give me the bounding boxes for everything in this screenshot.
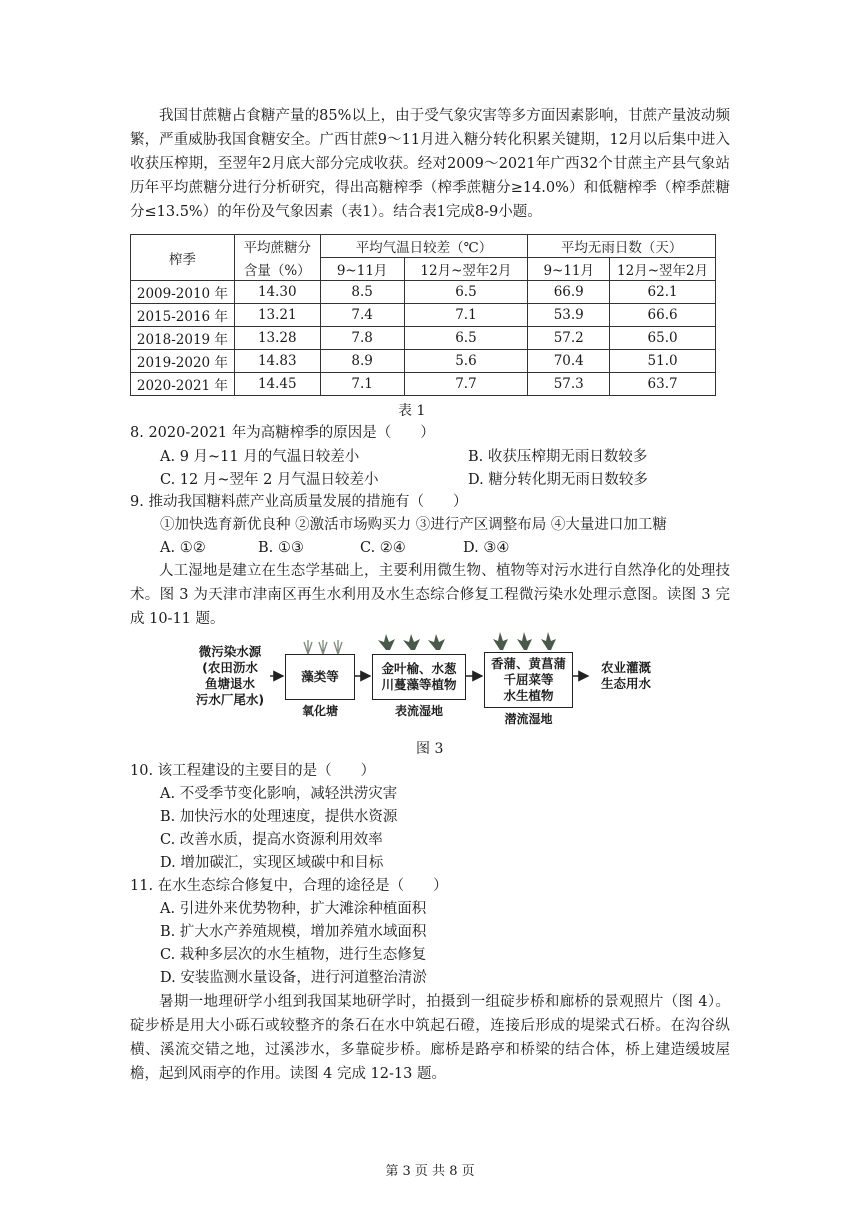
q11-option-b: B. 扩大水产养殖规模，增加养殖水域面积 bbox=[160, 924, 427, 940]
box-text: 水生植物 bbox=[503, 688, 554, 703]
source-label bbox=[190, 644, 270, 708]
intro-paragraph: 我国甘蔗糖占食糖产量的85%以上，由于受气象灾害等多方面因素影响，甘蔗产量波动频繁，严重威胁我国食糖安全。广西甘蔗9～11月进入糖分转化积累关键期，12月以后集中进入收获压榨期，至翌年2月底大部分完成收获。经对2009～2021年广西32个甘蔗主产县气象站历年平均蔗糖分进行分析研究，得出高糖榨季（榨季蔗糖分≥14.0%）和低糖榨季（榨季蔗糖分≤13.5%）的年份及气象因素（表1）。结合表1完成8-9小题。 bbox=[130, 108, 730, 220]
bridge-paragraph: 暑期一地理研学小组到我国某地研学时，拍摄到一组碇步桥和廊桥的景观照片（图 4）。碇步桥是用大小砾石或较整齐的条石在水中筑起石磴，连接后形成的堤梁式石桥。在沟谷纵横、溪流交错之地，过溪涉水，多靠碇步桥。廊桥是路亭和桥梁的结合体，桥上建造缓坡屋檐，起到风雨亭的作用。读图 4 完成 12-13 题。 bbox=[130, 994, 730, 1082]
table-caption: 表 1 bbox=[398, 403, 426, 419]
cell: 65.0 bbox=[610, 327, 716, 350]
q11-option-d: D. 安装监测水量设备，进行河道整治清淤 bbox=[160, 970, 427, 986]
table-row bbox=[131, 327, 716, 350]
table-row bbox=[131, 304, 716, 327]
subsurface-wetland-label: 潜流湿地 bbox=[504, 712, 553, 726]
surface-wetland-label: 表流湿地 bbox=[394, 704, 443, 718]
q11-option-a: A. 引进外来优势物种，扩大滩涂种植面积 bbox=[160, 901, 427, 917]
header-sub: 9~11月 bbox=[528, 258, 610, 281]
box-text: 金叶榆、水葱 bbox=[381, 661, 457, 676]
cell: 13.28 bbox=[234, 327, 320, 350]
output-label bbox=[590, 660, 662, 692]
q10-option-b: B. 加快污水的处理速度，提供水资源 bbox=[160, 809, 398, 825]
header-temp-range: 平均气温日较差（℃） bbox=[320, 235, 528, 258]
q8-option-a: A. 9 月~11 月的气温日较差小 bbox=[160, 449, 360, 465]
box-text: 川蔓藻等植物 bbox=[381, 677, 457, 692]
cell: 2015-2016 年 bbox=[131, 304, 235, 327]
output-line: 生态用水 bbox=[600, 676, 651, 691]
box-text: 藻类等 bbox=[301, 669, 339, 684]
q8-option-b: B. 收获压榨期无雨日数较多 bbox=[468, 449, 648, 465]
q9-option-d: D. ③④ bbox=[463, 540, 510, 556]
header-sub: 12月~翌年2月 bbox=[404, 258, 528, 281]
table-row bbox=[131, 373, 716, 396]
figure-3-caption: 图 3 bbox=[416, 741, 444, 757]
cell: 6.5 bbox=[404, 327, 528, 350]
q9-option-b: B. ①③ bbox=[258, 540, 304, 556]
figure-3-diagram bbox=[190, 632, 662, 732]
cell: 63.7 bbox=[610, 373, 716, 396]
header-season: 榨季 bbox=[131, 235, 235, 281]
source-line: 微污染水源 bbox=[198, 644, 262, 659]
table-row bbox=[131, 350, 716, 373]
cell: 8.9 bbox=[320, 350, 404, 373]
source-line: 鱼塘退水 bbox=[204, 676, 255, 691]
cell: 13.21 bbox=[234, 304, 320, 327]
header-sub: 9~11月 bbox=[320, 258, 404, 281]
oxidation-pond-box bbox=[285, 654, 355, 700]
question-10-stem: 10. 该工程建设的主要目的是（ ） bbox=[130, 763, 376, 779]
cell: 2019-2020 年 bbox=[131, 350, 235, 373]
q10-option-a: A. 不受季节变化影响，减轻洪涝灾害 bbox=[160, 786, 398, 802]
source-line: (农田沥水 bbox=[202, 660, 258, 675]
cell: 14.83 bbox=[234, 350, 320, 373]
cell: 2020-2021 年 bbox=[131, 373, 235, 396]
cell: 53.9 bbox=[528, 304, 610, 327]
q11-option-c: C. 栽种多层次的水生植物，进行生态修复 bbox=[160, 947, 427, 963]
header-sugar-2: 含量（%） bbox=[234, 258, 320, 281]
cell: 66.6 bbox=[610, 304, 716, 327]
wetland-paragraph: 人工湿地是建立在生态学基础上，主要利用微生物、植物等对污水进行自然净化的处理技术。图 3 为天津市津南区再生水利用及水生态综合修复工程微污染水处理示意图。读图 3 完成 10-11 题。 bbox=[130, 563, 730, 627]
box-text: 千屈菜等 bbox=[503, 672, 554, 687]
cell: 5.6 bbox=[404, 350, 528, 373]
subsurface-wetland-box bbox=[484, 652, 573, 708]
header-no-rain: 平均无雨日数（天） bbox=[528, 235, 716, 258]
cell: 66.9 bbox=[528, 281, 610, 304]
box-text: 香蒲、黄菖蒲 bbox=[490, 656, 566, 671]
q8-option-d: D. 糖分转化期无雨日数较多 bbox=[468, 472, 648, 488]
question-8-stem: 8. 2020-2021 年为高糖榨季的原因是（ ） bbox=[130, 425, 435, 441]
header-sub: 12月~翌年2月 bbox=[610, 258, 716, 281]
cell: 6.5 bbox=[404, 281, 528, 304]
output-line: 农业灌溉 bbox=[600, 660, 651, 675]
cell: 14.45 bbox=[234, 373, 320, 396]
cell: 7.1 bbox=[404, 304, 528, 327]
cell: 62.1 bbox=[610, 281, 716, 304]
table-row bbox=[131, 281, 716, 304]
q10-option-c: C. 改善水质，提高水资源利用效率 bbox=[160, 832, 383, 848]
q9-items: ①加快选育新优良种 ②激活市场购买力 ③进行产区调整布局 ④大量进口加工糖 bbox=[160, 517, 667, 533]
cell: 7.1 bbox=[320, 373, 404, 396]
cell: 7.7 bbox=[404, 373, 528, 396]
table-1 bbox=[130, 234, 716, 396]
q8-option-c: C. 12 月~翌年 2 月气温日较差小 bbox=[160, 472, 379, 488]
page-footer: 第 3 页 共 8 页 bbox=[385, 1164, 475, 1179]
cell: 8.5 bbox=[320, 281, 404, 304]
source-line: 污水厂尾水) bbox=[195, 692, 265, 707]
cell: 7.8 bbox=[320, 327, 404, 350]
surface-wetland-box bbox=[372, 654, 466, 700]
cell: 51.0 bbox=[610, 350, 716, 373]
cell: 57.2 bbox=[528, 327, 610, 350]
cell: 2009-2010 年 bbox=[131, 281, 235, 304]
cell: 2018-2019 年 bbox=[131, 327, 235, 350]
cell: 14.30 bbox=[234, 281, 320, 304]
question-9-stem: 9. 推动我国糖料蔗产业高质量发展的措施有（ ） bbox=[130, 494, 468, 510]
header-sugar-1: 平均蔗糖分 bbox=[234, 235, 320, 258]
q9-option-c: C. ②④ bbox=[360, 540, 406, 556]
q9-option-a: A. ①② bbox=[160, 540, 206, 556]
cell: 57.3 bbox=[528, 373, 610, 396]
cell: 70.4 bbox=[528, 350, 610, 373]
question-11-stem: 11. 在水生态综合修复中，合理的途径是（ ） bbox=[130, 878, 448, 894]
q10-option-d: D. 增加碳汇，实现区域碳中和目标 bbox=[160, 855, 384, 871]
oxidation-pond-label: 氧化塘 bbox=[301, 704, 338, 718]
cell: 7.4 bbox=[320, 304, 404, 327]
